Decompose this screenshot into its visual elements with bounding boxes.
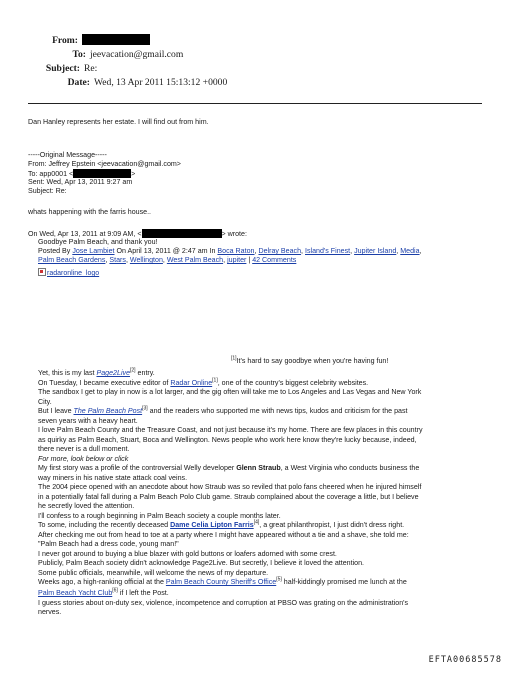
- author-link[interactable]: Jose Lambiet: [72, 247, 115, 255]
- header-divider: [28, 103, 482, 104]
- redaction-block: [142, 229, 222, 238]
- body-line: The 2004 piece opened with an anecdote about how Straub was so reviled that polo fans cheered when he injured himself: [38, 483, 422, 491]
- body-line: there never is a dull moment.: [38, 445, 130, 453]
- original-sent: Sent: Wed, Apr 13, 2011 9:27 am: [28, 178, 133, 186]
- text: , a great philanthropist, I just didn't dress right.: [259, 521, 405, 529]
- email-header: [34, 34, 227, 90]
- comments-link[interactable]: 42 Comments: [252, 256, 297, 264]
- posted-in: In: [207, 247, 218, 255]
- category-link[interactable]: Delray Beach: [258, 247, 302, 255]
- yacht-club-link[interactable]: Palm Beach Yacht Club: [38, 589, 113, 597]
- text: , one of the country's biggest celebrity websites.: [217, 378, 369, 387]
- body-line: "Palm Beach had a dress code, young man!": [38, 540, 179, 548]
- footnote-ref: [2]: [130, 367, 136, 374]
- original-to-prefix: To: app0001 <: [28, 170, 74, 178]
- text: , a West Virginia who conducts business the: [280, 464, 420, 472]
- category-link[interactable]: jupiter: [227, 256, 247, 264]
- subject-label: Subject:: [45, 63, 80, 74]
- body-line: Some public officials, meanwhile, will welcome the news of my departure.: [38, 568, 269, 577]
- body-line: [38, 578, 407, 587]
- from-row: [34, 34, 227, 48]
- caption-text: It's hard to say goodbye when you're having fun!: [236, 357, 389, 365]
- text: To some, including the recently deceased: [38, 521, 171, 529]
- category-link[interactable]: Jupiter Island: [354, 247, 397, 255]
- original-to-suffix: >: [131, 170, 136, 178]
- body-line: The sandbox I get to play in now is a lot larger, and the gig often will take me to Los Angeles and Las Vegas and New York: [38, 388, 422, 396]
- body-line: [38, 369, 155, 378]
- body-line: City.: [38, 397, 52, 406]
- to-label: To:: [72, 49, 86, 60]
- footnote-ref: [6]: [112, 587, 118, 594]
- page2live-link[interactable]: Page2Live: [96, 369, 131, 377]
- redaction-block: [82, 34, 150, 45]
- footnote-ref: [5]: [276, 576, 282, 583]
- footnote-ref: [4]: [253, 519, 260, 526]
- body-line: I'll confess to a rough beginning in Palm Beach society a couple months later.: [38, 511, 281, 520]
- category-link[interactable]: Wellington: [129, 256, 163, 264]
- category-link[interactable]: Boca Raton: [217, 247, 255, 255]
- original-subject: Subject: Re:: [28, 187, 67, 195]
- body-line: Publicly, Palm Beach society didn't acknowledge Page2Live. But secretly, I believe it loved the attention.: [38, 559, 365, 567]
- broken-image-icon: [38, 268, 46, 276]
- footnote-ref: [1]: [231, 355, 237, 362]
- date-label: Date:: [67, 77, 90, 88]
- image-caption: [231, 357, 388, 366]
- text: My first story was a profile of the controversial Welly developer: [38, 464, 237, 472]
- posted-date: April 13, 2011 @ 2:47 am: [127, 247, 208, 255]
- body-line: [38, 464, 419, 473]
- date-value: Wed, 13 Apr 2011 15:13:12 +0000: [94, 77, 228, 88]
- footnote-ref: [3]: [142, 405, 148, 412]
- text: if I left the Post.: [117, 589, 169, 597]
- category-link[interactable]: Media: [400, 247, 420, 255]
- posted-on: On: [114, 247, 128, 255]
- body-line: nerves.: [38, 608, 62, 616]
- footnote-ref: [1]: [212, 377, 218, 384]
- article-byline: Posted By Jose Lambiet On April 13, 2011 @ 2:47 am In Boca Raton, Delray Beach, Island's Finest, Jupiter Island, Media,: [38, 247, 422, 255]
- original-message: whats happening with the farris house..: [28, 208, 152, 216]
- text: Yet, this is my last: [38, 369, 97, 377]
- body-line: he secretly loved the attention.: [38, 502, 135, 510]
- document-id: EFTA00685578: [428, 655, 502, 665]
- text: entry.: [135, 369, 155, 377]
- body-line: For more, look below or click: [38, 454, 129, 463]
- category-link[interactable]: Palm Beach Gardens: [38, 256, 106, 264]
- quote-intro-prefix: On Wed, Apr 13, 2011 at 9:09 AM, <: [28, 230, 142, 238]
- body-line: After checking me out from head to toe at a party where I might have appeared without a tie and a shave, she told me:: [38, 530, 409, 539]
- reply-text: Dan Hanley represents her estate. I will find out from him.: [28, 118, 209, 126]
- article-byline-cont: Palm Beach Gardens, Stars, Wellington, West Palm Beach, jupiter | 42 Comments: [38, 256, 297, 264]
- to-row: [34, 48, 227, 62]
- category-link[interactable]: Stars: [109, 256, 126, 264]
- date-row: [34, 76, 227, 90]
- body-line: [38, 379, 368, 388]
- posted-by: Posted By: [38, 247, 73, 255]
- body-line: I never got around to buying a blue blazer with gold buttons or loafers adorned with some crest.: [38, 549, 337, 558]
- category-link[interactable]: West Palm Beach: [166, 256, 224, 264]
- original-from: From: Jeffrey Epstein <jeevacation@gmail.com>: [28, 160, 181, 168]
- text: On Tuesday, I became executive editor of: [38, 378, 171, 387]
- body-line: seven years with a heavy heart.: [38, 416, 138, 425]
- redaction-block: [73, 169, 131, 178]
- to-value: jeevacation@gmail.com: [90, 49, 184, 60]
- article-title: Goodbye Palm Beach, and thank you!: [38, 238, 158, 246]
- body-line: way miners in his native state attack coal veins.: [38, 473, 188, 482]
- body-line: I love Palm Beach County and the Treasure Coast, and not just because it's my home. There are few places in this country: [38, 426, 423, 434]
- image-alt-text: radaronline_logo: [47, 270, 100, 277]
- body-line: [38, 521, 404, 530]
- original-separator: -----Original Message-----: [28, 151, 107, 159]
- from-label: From:: [52, 35, 78, 46]
- celia-farris-link[interactable]: Dame Celia Lipton Farris: [170, 521, 254, 529]
- subject-value: Re:: [84, 63, 98, 74]
- quote-intro-suffix: > wrote:: [221, 230, 247, 238]
- body-line: I guess stories about on-duty sex, violence, incompetence and corruption at PBSO was grating on the administration's: [38, 598, 409, 607]
- body-line: as quirky as Palm Beach, Stuart, Boca and Wellington. News people who work here know they're lucky because, indeed,: [38, 435, 417, 444]
- body-line: in a potentially fatal fall during a Palm Beach Polo Club game. Straub complained about the coverage a little, but I believe: [38, 492, 419, 501]
- sheriffs-office-link[interactable]: Palm Beach County Sheriff's Office: [165, 578, 277, 586]
- text: and the readers who supported me with news tips, kudos and criticism for the past: [147, 407, 408, 415]
- text: half-kiddingly promised me lunch at the: [281, 578, 407, 586]
- bold-name: Glenn Straub: [236, 464, 281, 472]
- palm-beach-post-link[interactable]: The Palm Beach Post: [73, 407, 143, 415]
- category-link[interactable]: Island's Finest: [305, 247, 351, 255]
- body-line: [38, 407, 408, 416]
- text: Weeks ago, a high-ranking official at the: [38, 578, 166, 586]
- radar-online-link[interactable]: Radar Online: [170, 378, 213, 387]
- text: But I leave: [38, 407, 74, 415]
- radaronline-logo-image: [38, 268, 110, 278]
- body-line: [38, 589, 169, 598]
- subject-row: [34, 62, 227, 76]
